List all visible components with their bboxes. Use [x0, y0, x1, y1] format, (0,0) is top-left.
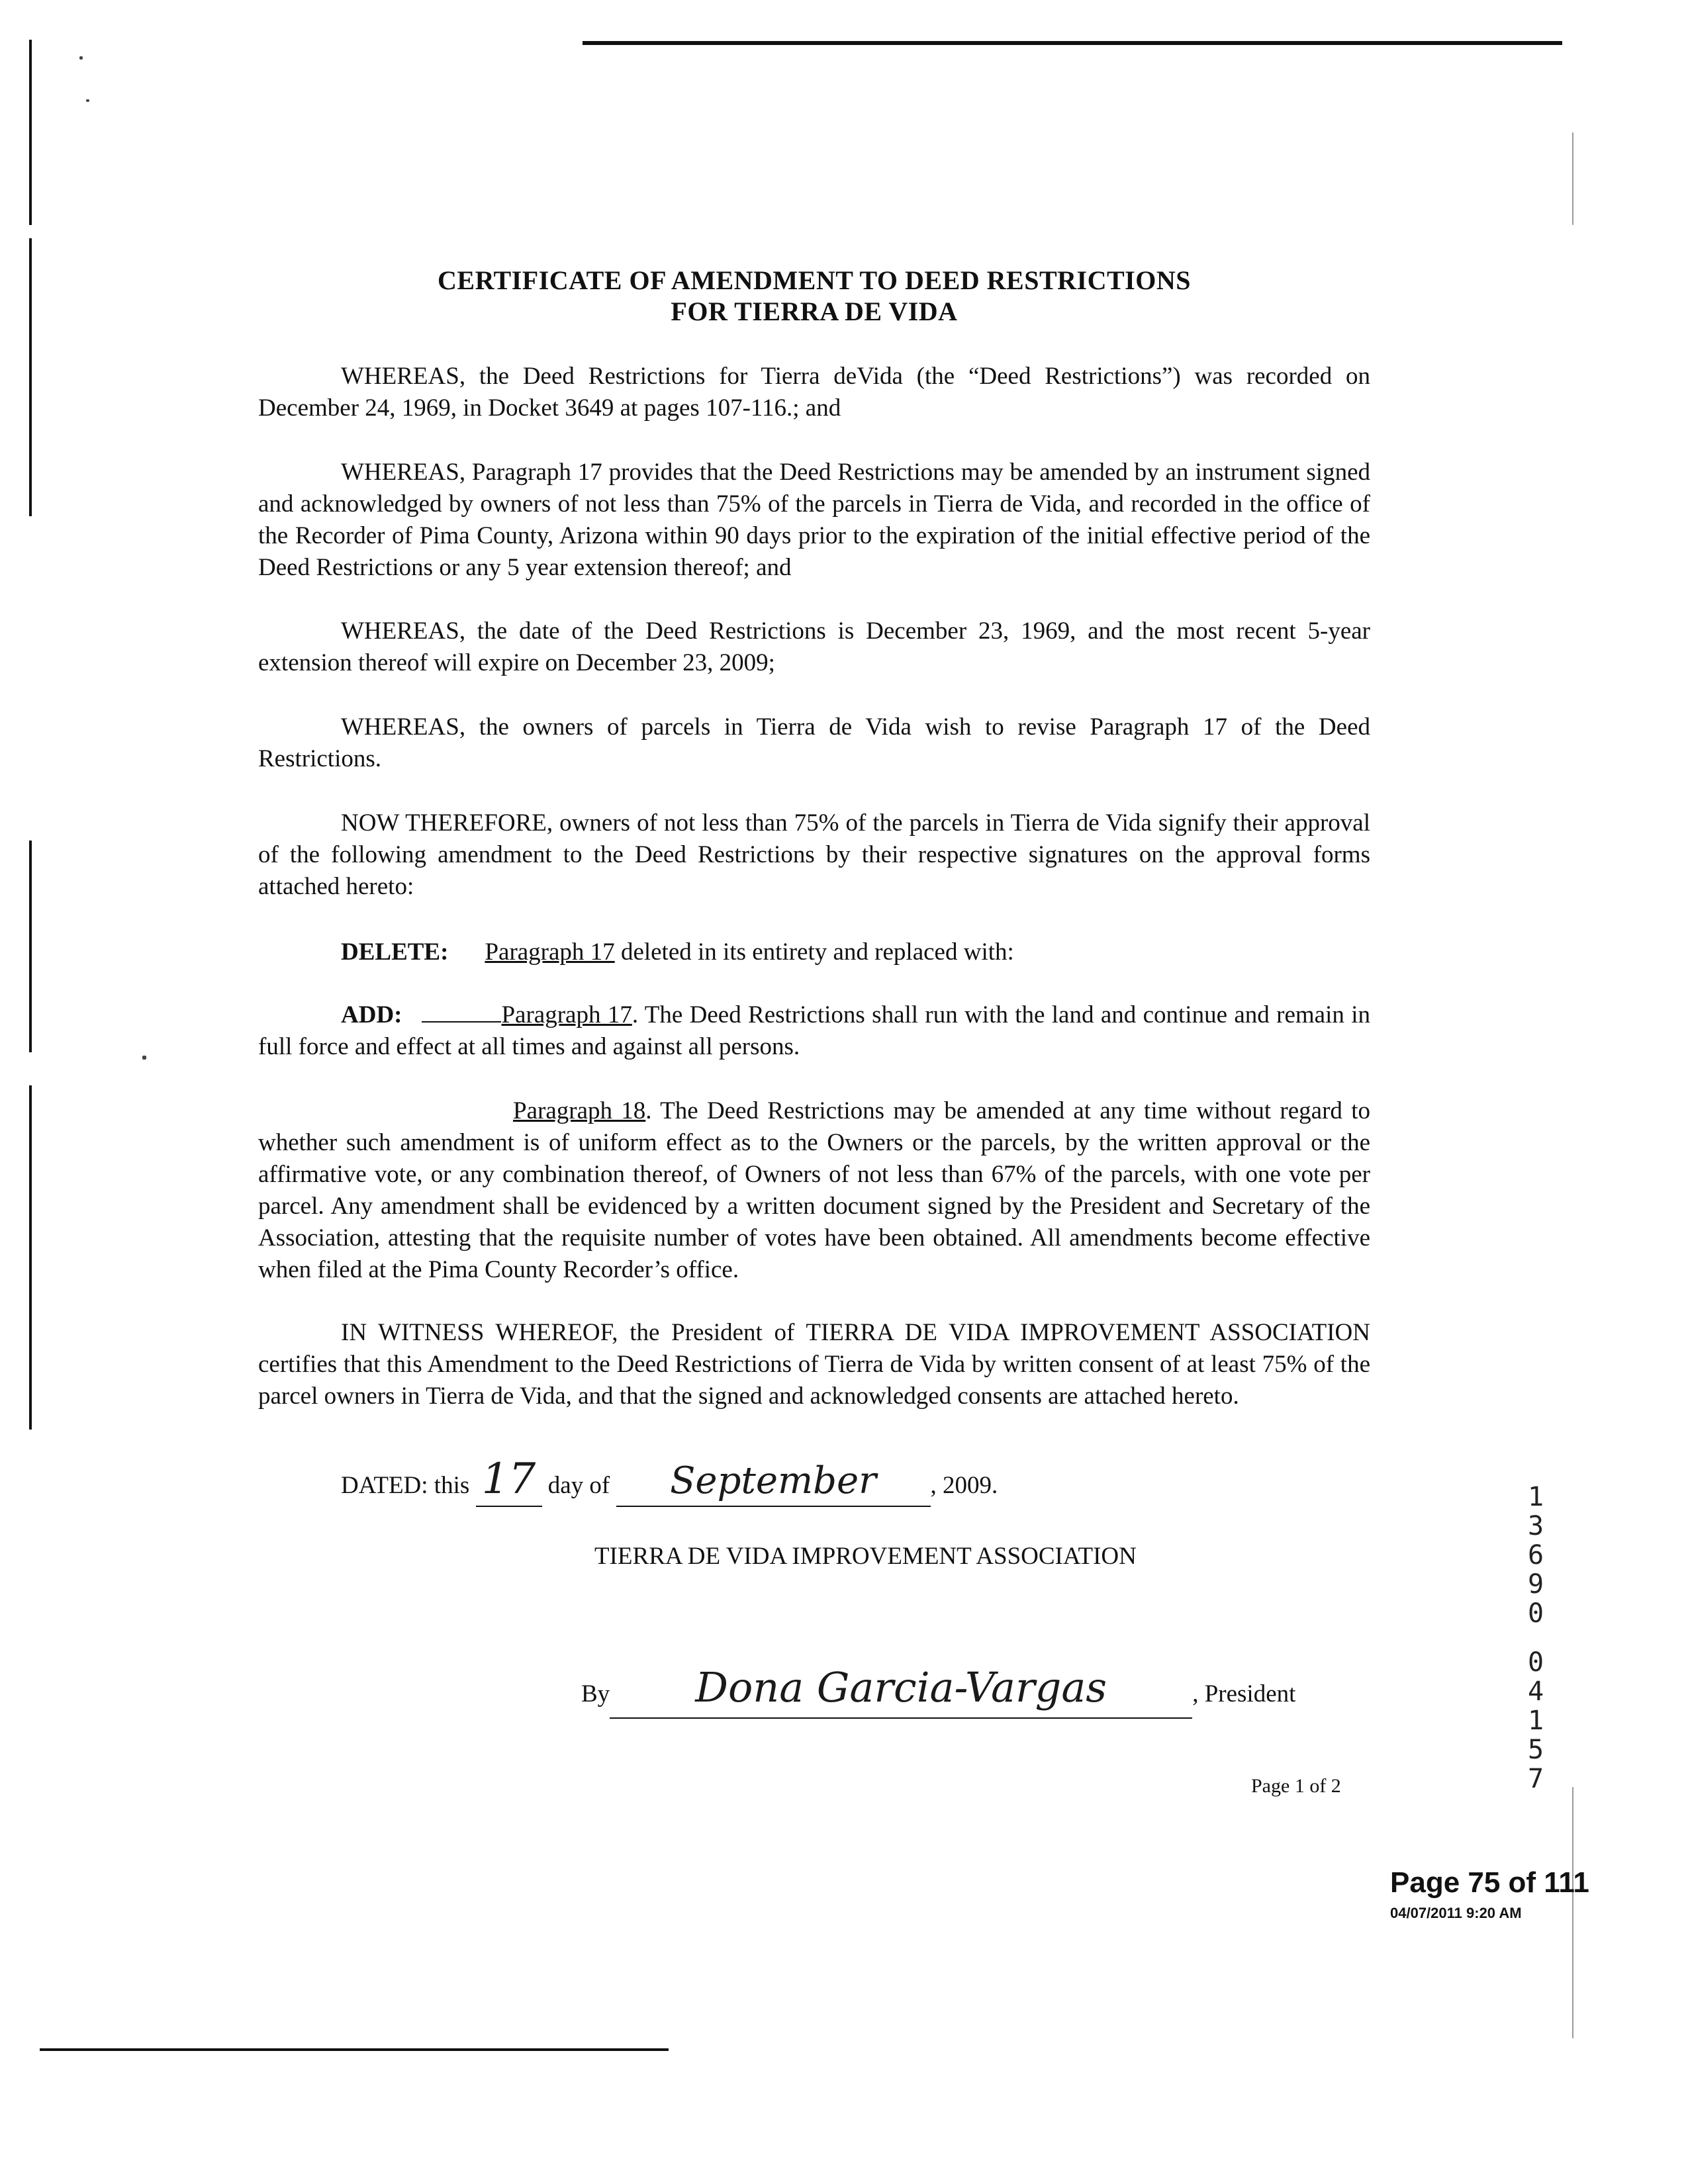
p18-ref: Paragraph 18	[513, 1097, 646, 1124]
scan-speck	[1572, 132, 1573, 225]
scan-speck	[79, 56, 83, 60]
add-clause: ADD: Paragraph 17. The Deed Restrictions shall run with the land and continue and remain in full force and effect at all times and against all persons.	[258, 1001, 1370, 1060]
add-paragraph-ref: Paragraph 17	[501, 1001, 632, 1028]
delete-clause: DELETE: Paragraph 17 deleted in its entirety and replaced with:	[341, 938, 1014, 966]
left-margin-mark	[29, 841, 32, 1052]
paragraph-18: Paragraph 18. The Deed Restrictions may be amended at any time without regard to whether such amendment is of uniform effect as to the Owners or the parcels, by the written approval or the affirmative vote, or any combination thereof, of Owners of not less than 67% of the parcels, with one vote per parcel. Any amendment shall be evidenced by a written document signed by the President and Secretary of the Association, attesting that the requisite number of votes have been obtained. All amendments become effective when filed at the Pima County Recorder’s office.	[258, 1097, 1370, 1283]
witness-paragraph: IN WITNESS WHEREOF, the President of TIERRA DE VIDA IMPROVEMENT ASSOCIATION certifies that this Amendment to the Deed Restrictions of Tierra de Vida by written consent of at least 75% of the parcel owners in Tierra de Vida, and that the signed and acknowledged consents are attached hereto.	[258, 1319, 1370, 1410]
dated-mid: day of	[547, 1472, 610, 1499]
left-margin-mark	[29, 1085, 32, 1430]
whereas-paragraph-4: WHEREAS, the owners of parcels in Tierra de Vida wish to revise Paragraph 17 of the Deed Restrictions.	[258, 713, 1370, 772]
now-therefore-paragraph: NOW THEREFORE, owners of not less than 75% of the parcels in Tierra de Vida signify their approval of the following amendment to the Deed Restrictions by their respective signatures on the approval forms attached hereto:	[258, 809, 1370, 900]
recorder-page-stamp: Page 75 of 111	[1390, 1866, 1589, 1899]
document-title	[0, 265, 1628, 327]
dated-line	[341, 1455, 998, 1507]
delete-paragraph-ref: Paragraph 17	[485, 938, 615, 966]
scan-speck	[1572, 1787, 1573, 2038]
left-margin-mark	[29, 40, 32, 225]
signature-by: By	[581, 1680, 610, 1707]
top-rule	[583, 41, 1562, 45]
whereas-paragraph-2: WHEREAS, Paragraph 17 provides that the Deed Restrictions may be amended by an instrument signed and acknowledged by owners of not less than 75% of the parcels in Tierra de Vida, and recorded in the office of the Recorder of Pima County, Arizona within 90 days prior to the expiration of the initial effective period of the Deed Restrictions or any 5 year extension thereof; and	[258, 459, 1370, 581]
dated-month-handwritten: September	[670, 1459, 876, 1502]
association-name: TIERRA DE VIDA IMPROVEMENT ASSOCIATION	[594, 1543, 1137, 1570]
dated-day-handwritten: 17	[481, 1455, 536, 1504]
dated-year: , 2009.	[930, 1472, 998, 1499]
delete-label: DELETE:	[341, 938, 449, 966]
add-label: ADD:	[341, 1001, 402, 1028]
signature-line	[581, 1664, 1295, 1719]
recording-number: 1 3 6 9 0 0 4 1 5 7	[1527, 1482, 1544, 1794]
scan-speck	[142, 1056, 146, 1060]
page-count: Page 1 of 2	[1251, 1775, 1341, 1797]
recorder-timestamp: 04/07/2011 9:20 AM	[1390, 1905, 1522, 1921]
title-line-1: CERTIFICATE OF AMENDMENT TO DEED RESTRICTIONS	[438, 265, 1191, 295]
scan-speck	[86, 99, 89, 102]
handwritten-signature: Dona Garcia-Vargas	[695, 1663, 1107, 1711]
title-line-2: FOR TIERRA DE VIDA	[671, 296, 958, 326]
bottom-rule	[40, 2048, 669, 2051]
signature-title: , President	[1192, 1680, 1296, 1707]
whereas-paragraph-3: WHEREAS, the date of the Deed Restrictions is December 23, 1969, and the most recent 5-year extension thereof will expire on December 23, 2009;	[258, 617, 1370, 676]
dated-prefix: DATED: this	[341, 1472, 470, 1499]
whereas-paragraph-1: WHEREAS, the Deed Restrictions for Tierra deVida (the “Deed Restrictions”) was recorded on December 24, 1969, in Docket 3649 at pages 107-116.; and	[258, 363, 1370, 422]
